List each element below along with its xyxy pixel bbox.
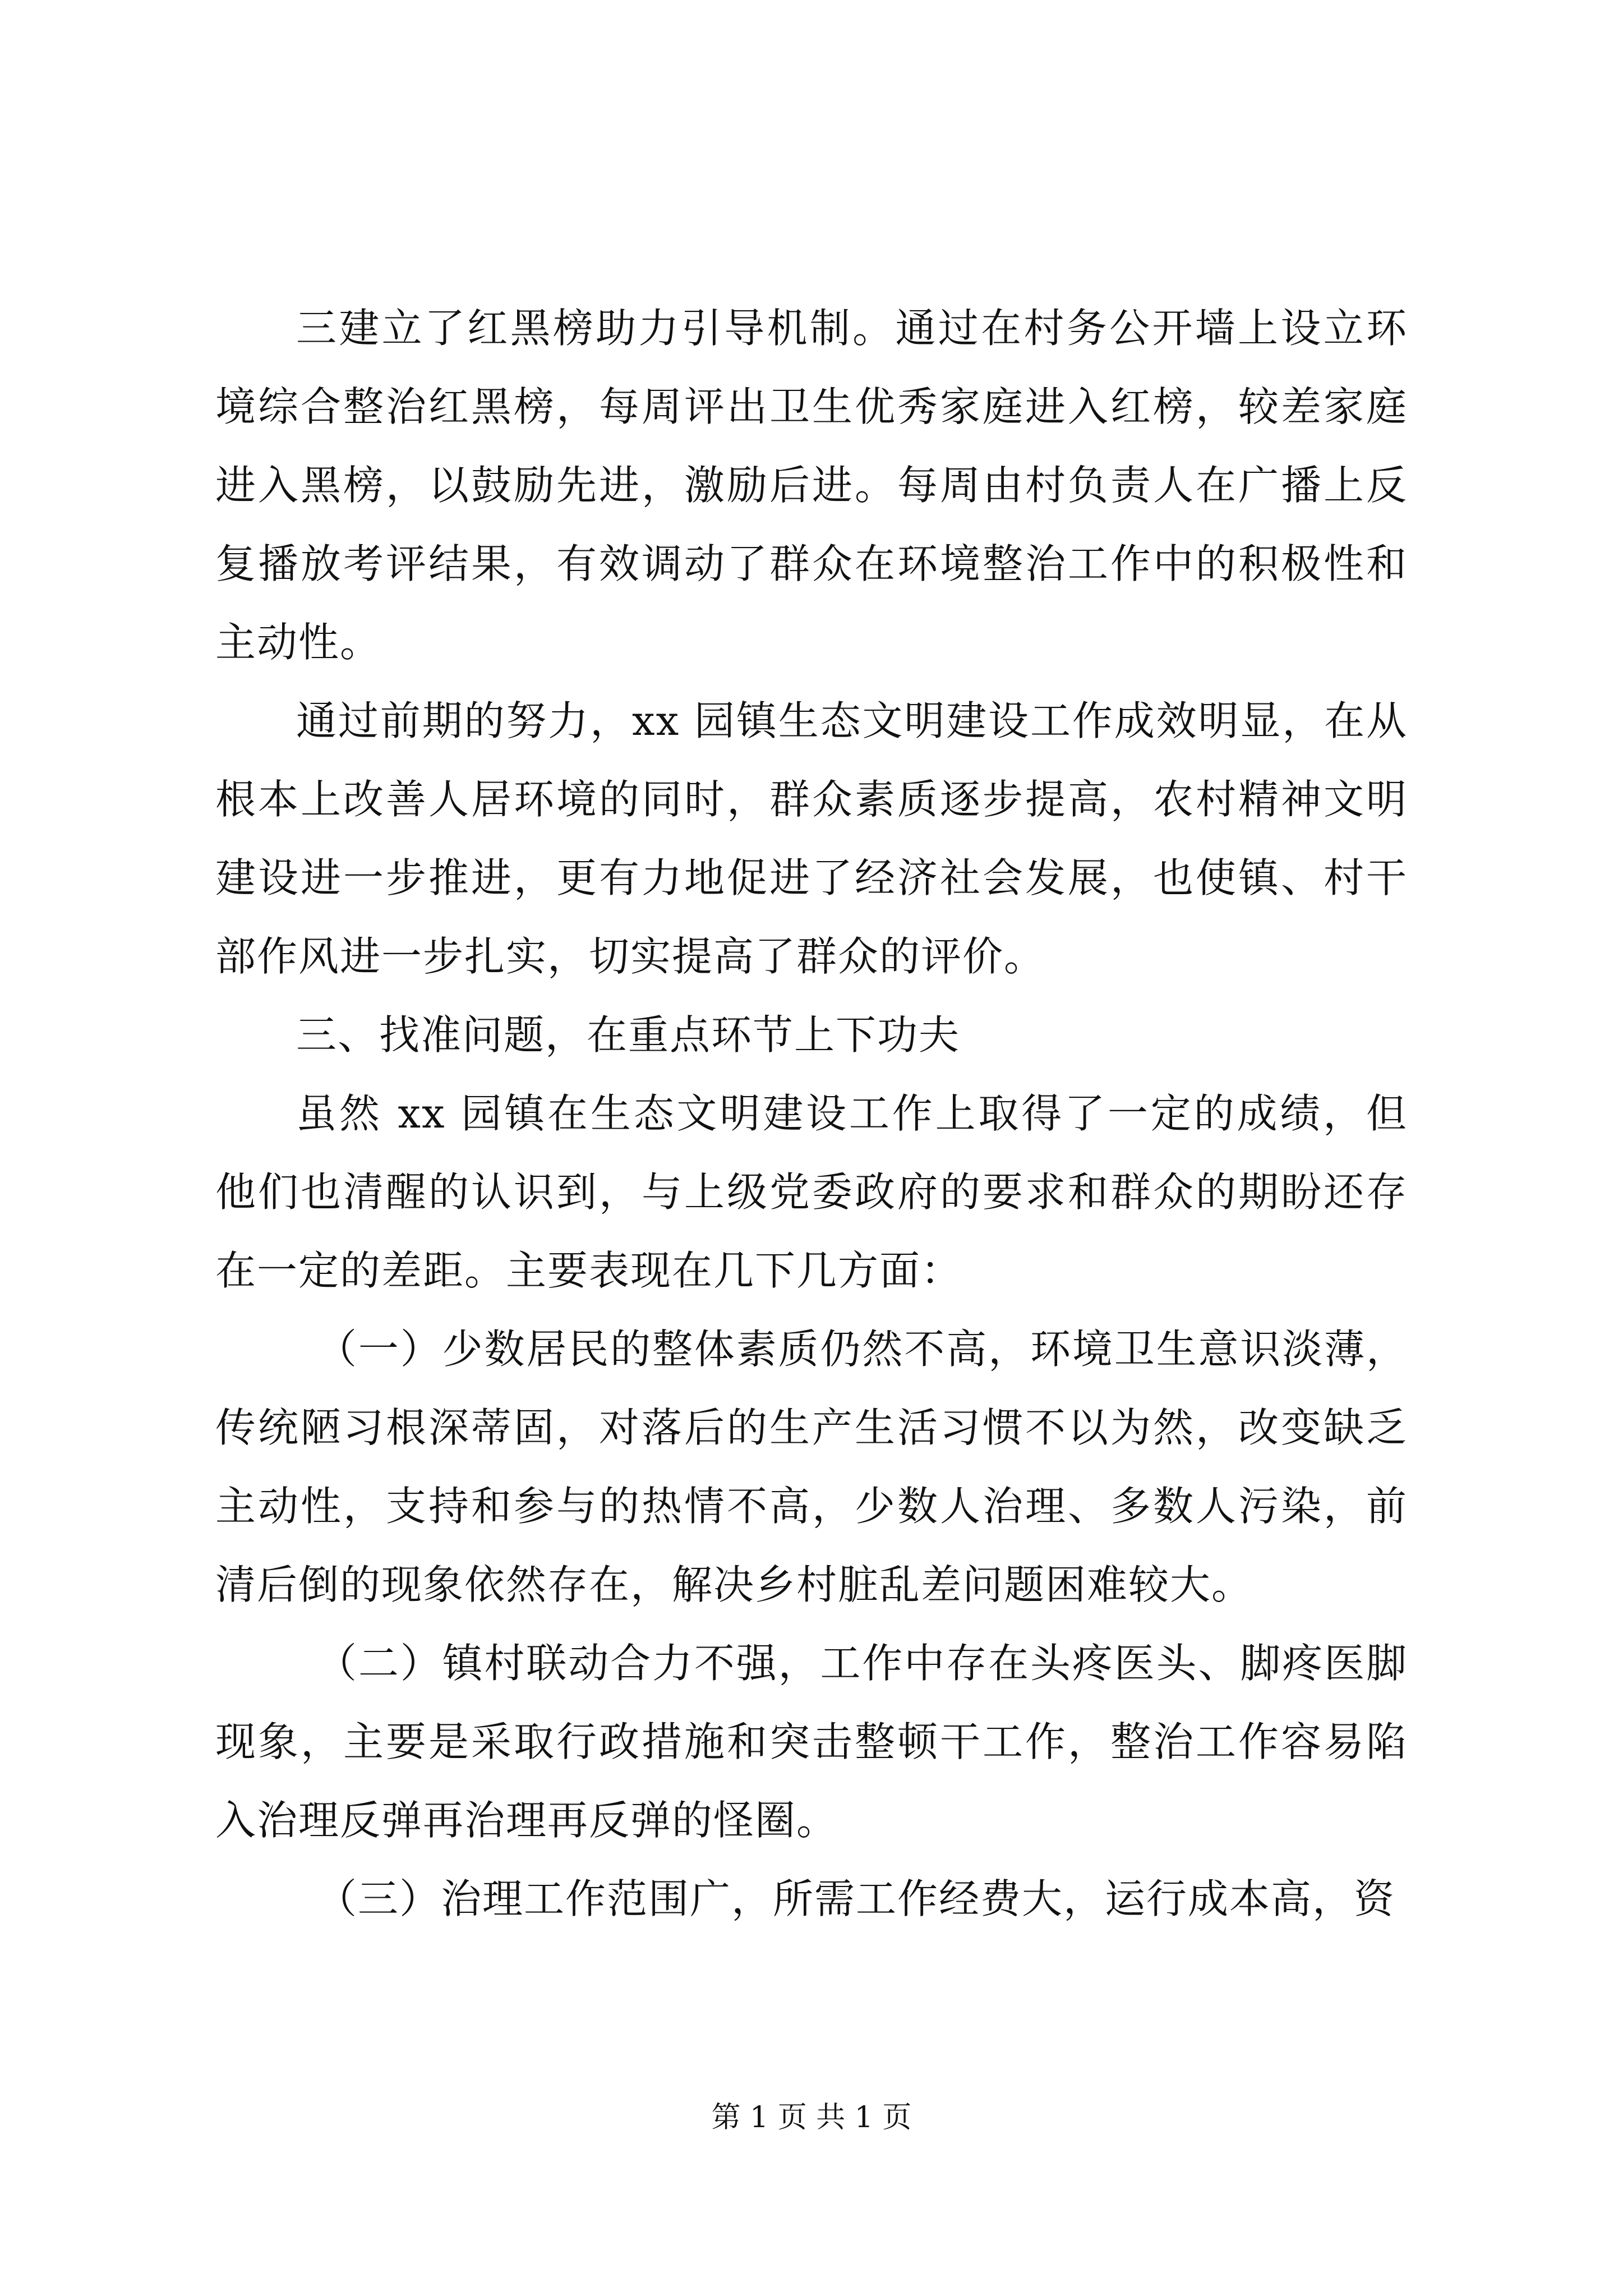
document-body	[215, 289, 1408, 1938]
paragraph-issue-2: （二）镇村联动合力不强，工作中存在头疼医头、脚疼医脚现象，主要是采取行政措施和突击整顿干工作，整治工作容易陷入治理反弹再治理再反弹的怪圈。	[215, 1640, 1408, 1844]
paragraph-red-black-list: 三建立了红黑榜助力引导机制。通过在村务公开墙上设立环境综合整治红黑榜，每周评出卫生优秀家庭进入红榜，较差家庭进入黑榜，以鼓励先进，激励后进。每周由村负责人在广播上反复播放考评结果，有效调动了群众在环境整治工作中的积极性和主动性。	[215, 305, 1408, 666]
paragraph-issue-1: （一）少数居民的整体素质仍然不高，环境卫生意识淡薄，传统陋习根深蒂固，对落后的生产生活习惯不以为然，改变缺乏主动性，支持和参与的热情不高，少数人治理、多数人污染，前清后倒的现象依然存在，解决乡村脏乱差问题困难较大。	[215, 1326, 1408, 1608]
paragraph-issue-3: （三）治理工作范围广，所需工作经费大，运行成本高，资	[316, 1875, 1396, 1922]
section-heading-problems: 三、找准问题，在重点环节上下功夫	[296, 1011, 961, 1059]
page-footer: 第 1 页 共 1 页	[711, 2101, 912, 2134]
paragraph-gap: 虽然 xx 园镇在生态文明建设工作上取得了一定的成绩，但他们也清醒的认识到，与上级党委政府的要求和群众的期盼还存在一定的差距。主要表现在几下几方面：	[215, 1090, 1408, 1294]
paragraph-results: 通过前期的努力，xx 园镇生态文明建设工作成效明显，在从根本上改善人居环境的同时，群众素质逐步提高，农村精神文明建设进一步推进，更有力地促进了经济社会发展，也使镇、村干部作风进一步扎实，切实提高了群众的评价。	[215, 697, 1408, 980]
